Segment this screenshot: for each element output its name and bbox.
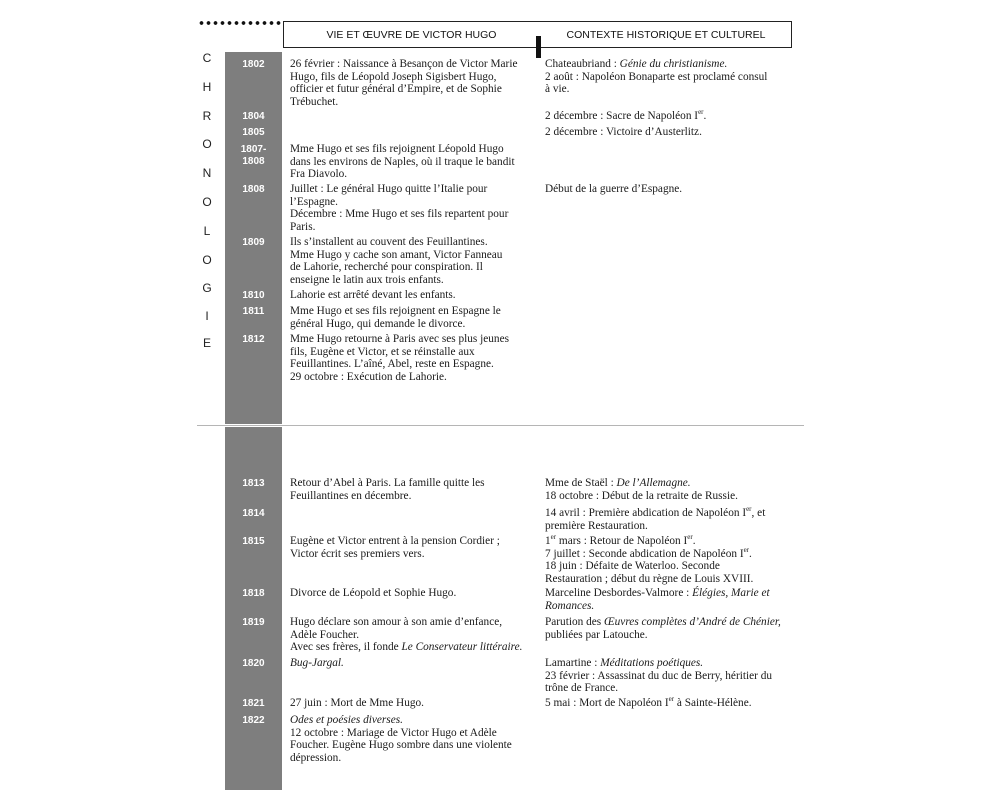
entry-line — [290, 143, 538, 156]
entry-line — [545, 587, 795, 600]
entry-text: Avec ses frères, il fonde — [290, 641, 402, 653]
entry-line — [290, 318, 538, 331]
year-text: 1807- — [240, 144, 267, 155]
side-title-letter: G — [202, 281, 212, 295]
italic-title-text: Romances. — [545, 599, 595, 612]
entry-text: Adèle Foucher. — [290, 628, 360, 641]
context-entry — [545, 616, 795, 641]
entry-line — [290, 616, 538, 629]
year-label — [225, 334, 282, 346]
entry-text: . — [692, 535, 696, 547]
entry-line — [290, 697, 538, 710]
entry-line — [290, 71, 538, 84]
entry-line — [290, 96, 538, 109]
year-text: 1813 — [242, 478, 265, 489]
year-text: 1819 — [242, 617, 265, 628]
entry-text: mars : Retour de Napoléon I — [556, 535, 688, 547]
entry-text: Hugo, fils de Léopold Joseph Sigisbert Hugo, — [290, 70, 497, 83]
year-label — [225, 306, 282, 318]
year-label — [225, 588, 282, 600]
entry-text: Mme Hugo y cache son amant, Victor Fanneau — [290, 248, 503, 261]
entry-text: 26 février : Naissance à Besançon de Victor Marie — [290, 58, 518, 70]
side-title-letter: H — [202, 80, 212, 94]
entry-line — [290, 156, 538, 169]
entry-text: à vie. — [545, 83, 570, 95]
dotted-rule — [198, 20, 282, 26]
life-work-entry — [290, 657, 538, 670]
entry-line — [290, 739, 538, 752]
context-entry — [545, 507, 795, 532]
superscript-text: er — [668, 695, 675, 704]
entry-text: Lamartine : — [545, 657, 601, 669]
life-work-entry — [290, 587, 538, 600]
context-entry — [545, 110, 795, 123]
context-entry — [545, 126, 795, 139]
entry-line — [545, 545, 795, 561]
entry-line — [290, 548, 538, 561]
entry-line — [290, 196, 538, 209]
page-break-rule — [197, 425, 804, 426]
life-work-entry — [290, 236, 538, 286]
year-text: 1811 — [242, 306, 265, 317]
entry-line — [290, 168, 538, 181]
entry-line — [545, 670, 795, 683]
side-title-letter: N — [202, 166, 212, 180]
year-text: 1808 — [242, 156, 265, 167]
year-text: 1814 — [242, 508, 265, 519]
entry-line — [290, 289, 538, 302]
entry-text: l’Espagne. — [290, 195, 338, 208]
entry-text: Feuillantines. L’aîné, Abel, reste en Espagne. — [290, 358, 494, 370]
entry-text: 23 février : Assassinat du duc de Berry, héritier du — [545, 669, 773, 682]
year-label — [225, 698, 282, 710]
side-title-letter: R — [202, 109, 212, 123]
entry-text: première Restauration. — [545, 519, 648, 532]
entry-text: . — [703, 110, 707, 122]
entry-text: Mme de Staël : — [545, 477, 617, 489]
context-entry — [545, 477, 795, 502]
context-entry — [545, 697, 795, 710]
superscript-text: er — [698, 108, 704, 117]
side-title-letter: O — [202, 195, 212, 209]
year-label — [225, 127, 282, 139]
side-title-letter: O — [202, 253, 212, 267]
life-work-entry — [290, 333, 538, 383]
entry-text: 2 août : Napoléon Bonaparte est proclamé consul — [545, 70, 768, 83]
year-label — [225, 536, 282, 548]
year-text: 1808 — [242, 184, 265, 195]
italic-title-text: Bug-Jargal. — [290, 657, 344, 669]
context-entry — [545, 183, 795, 196]
entry-text: Juillet : Le général Hugo quitte l’Italie pour — [290, 183, 488, 195]
entry-line — [290, 641, 538, 654]
italic-title-text: Génie du christianisme. — [619, 58, 728, 70]
year-label — [225, 658, 282, 670]
year-text: 1820 — [242, 658, 265, 669]
entry-text: Parution des — [545, 616, 604, 628]
entry-line — [290, 629, 538, 642]
year-label — [225, 144, 282, 168]
entry-line — [545, 83, 795, 96]
entry-line — [290, 183, 538, 196]
header-divider-mark — [536, 36, 541, 58]
entry-text: publiées par Latouche. — [545, 628, 648, 641]
life-work-entry — [290, 477, 538, 502]
year-text: 1804 — [242, 111, 265, 122]
entry-text: Début de la guerre d’Espagne. — [545, 183, 683, 195]
entry-line — [545, 71, 795, 84]
entry-line — [545, 629, 795, 642]
entry-text: Feuillantines en décembre. — [290, 489, 412, 502]
entry-line — [290, 83, 538, 96]
entry-text: Décembre : Mme Hugo et ses fils repartent pour — [290, 208, 509, 220]
entry-line — [545, 697, 795, 710]
life-work-entry — [290, 616, 538, 654]
year-text: 1809 — [242, 237, 265, 248]
year-text: 1802 — [242, 59, 265, 70]
entry-line — [290, 58, 538, 71]
entry-line — [545, 507, 795, 520]
entry-text: 18 octobre : Début de la retraite de Russie. — [545, 489, 738, 502]
entry-text: Chateaubriand : — [545, 58, 620, 70]
entry-text: Fra Diavolo. — [290, 168, 348, 180]
year-label — [225, 715, 282, 727]
context-entry — [545, 535, 795, 585]
entry-text: enseigne le latin aux trois enfants. — [290, 273, 444, 286]
entry-line — [545, 657, 795, 670]
italic-title-text: Méditations poétiques. — [600, 657, 704, 669]
entry-text: 18 juin : Défaite de Waterloo. Seconde — [545, 560, 720, 572]
entry-line — [290, 346, 538, 359]
entry-line — [290, 657, 538, 670]
entry-line — [545, 490, 795, 503]
entry-line — [290, 236, 538, 249]
italic-title-text: Œuvres complètes d’André de Chénier, — [604, 616, 781, 628]
year-label — [225, 184, 282, 196]
entry-text: , et — [751, 507, 766, 519]
entry-text: Divorce de Léopold et Sophie Hugo. — [290, 587, 457, 599]
context-entry — [545, 58, 795, 96]
entry-text: trône de France. — [545, 682, 619, 694]
entry-text: fils, Eugène et Victor, et se réinstalle aux — [290, 345, 475, 358]
italic-title-text: Élégies, Marie et — [692, 587, 770, 599]
context-entry — [545, 587, 795, 612]
entry-line — [290, 358, 538, 371]
life-work-entry — [290, 535, 538, 560]
superscript-text: er — [687, 533, 693, 542]
entry-line — [545, 126, 795, 139]
entry-line — [290, 490, 538, 503]
entry-text: officier et futur général d’Empire, et de Sophie — [290, 83, 502, 95]
entry-text: dépression. — [290, 751, 342, 764]
entry-line — [290, 221, 538, 234]
superscript-text: er — [743, 545, 750, 554]
entry-text: de Lahorie, recherché pour conspiration. Il — [290, 261, 483, 273]
life-work-entry — [290, 183, 538, 233]
entry-line — [545, 600, 795, 613]
superscript-text: er — [550, 533, 557, 542]
entry-text: Ils s’installent au couvent des Feuillantines. — [290, 236, 488, 248]
life-work-entry — [290, 289, 538, 302]
entry-line — [290, 535, 538, 548]
side-title-letter: E — [202, 336, 211, 350]
year-label — [225, 59, 282, 71]
italic-title-text: De l’Allemagne. — [616, 477, 691, 489]
life-work-entry — [290, 143, 538, 181]
right-column-title: CONTEXTE HISTORIQUE ET CULTUREL — [566, 28, 766, 41]
entry-text: général Hugo, qui demande le divorce. — [290, 317, 466, 330]
year-text: 1818 — [242, 588, 265, 599]
entry-text: Mme Hugo et ses fils rejoignent en Espagne le — [290, 305, 501, 317]
year-label — [225, 111, 282, 123]
year-label — [225, 617, 282, 629]
context-entry — [545, 657, 795, 695]
entry-text: Marceline Desbordes-Valmore : — [545, 587, 693, 599]
entry-line — [290, 249, 538, 262]
side-title-letter: C — [202, 51, 212, 65]
entry-text: Paris. — [290, 220, 316, 233]
year-text: 1805 — [242, 127, 265, 138]
entry-line — [545, 183, 795, 196]
entry-line — [290, 305, 538, 318]
entry-text: Eugène et Victor entrent à la pension Cordier ; — [290, 535, 500, 547]
entry-text: 12 octobre : Mariage de Victor Hugo et Adèle — [290, 726, 497, 739]
entry-line — [545, 520, 795, 533]
entry-line — [290, 587, 538, 600]
entry-line — [545, 682, 795, 695]
entry-text: Lahorie est arrêté devant les enfants. — [290, 289, 456, 301]
entry-line — [545, 58, 795, 71]
entry-text: 5 mai : Mort de Napoléon I — [545, 697, 669, 709]
entry-line — [290, 477, 538, 490]
year-label — [225, 237, 282, 249]
entry-text: à Sainte-Hélène. — [674, 697, 752, 709]
entry-text: Victor écrit ses premiers vers. — [290, 547, 425, 560]
entry-text: Foucher. Eugène Hugo sombre dans une violente — [290, 739, 512, 751]
year-text: 1812 — [242, 334, 265, 345]
year-text: 1810 — [242, 290, 265, 301]
entry-text: Mme Hugo et ses fils rejoignent Léopold Hugo — [290, 143, 504, 155]
entry-line — [545, 616, 795, 629]
entry-line — [545, 560, 795, 573]
entry-line — [290, 727, 538, 740]
entry-line — [545, 573, 795, 586]
entry-line — [545, 110, 795, 123]
entry-text: dans les environs de Naples, où il traque le bandit — [290, 155, 515, 168]
entry-text: Trébuchet. — [290, 95, 339, 108]
side-title-letter: I — [205, 309, 209, 323]
entry-text: 2 décembre : Sacre de Napoléon I — [545, 110, 699, 122]
entry-text: 7 juillet : Seconde abdication de Napoléon I — [545, 547, 744, 560]
life-work-entry — [290, 714, 538, 764]
year-label — [225, 478, 282, 490]
life-work-entry — [290, 305, 538, 330]
entry-text: 14 avril : Première abdication de Napoléon I — [545, 507, 747, 519]
entry-line — [545, 535, 795, 548]
entry-text: Hugo déclare son amour à son amie d’enfance, — [290, 616, 503, 628]
side-title-letter: O — [202, 137, 212, 151]
entry-line — [290, 752, 538, 765]
entry-text: 2 décembre : Victoire d’Austerlitz. — [545, 126, 702, 138]
entry-line — [290, 333, 538, 346]
italic-title-text: Odes et poésies diverses. — [290, 714, 403, 726]
year-text: 1821 — [242, 698, 265, 709]
entry-line — [290, 261, 538, 274]
entry-line — [290, 208, 538, 221]
life-work-entry — [290, 697, 538, 710]
year-text: 1822 — [242, 715, 265, 726]
entry-line — [290, 274, 538, 287]
side-title-letter: L — [203, 224, 211, 238]
year-label — [225, 508, 282, 520]
year-label — [225, 290, 282, 302]
left-column-title: VIE ET ŒUVRE DE VICTOR HUGO — [326, 28, 497, 41]
entry-text: Mme Hugo retourne à Paris avec ses plus jeunes — [290, 333, 509, 345]
entry-text: . — [749, 547, 752, 560]
entry-line — [290, 714, 538, 727]
entry-text: 27 juin : Mort de Mme Hugo. — [290, 697, 424, 709]
italic-title-text: Le Conservateur littéraire. — [401, 641, 523, 653]
entry-text: 1 — [545, 535, 551, 547]
entry-text: Retour d’Abel à Paris. La famille quitte les — [290, 477, 485, 489]
year-text: 1815 — [242, 536, 265, 547]
entry-line — [290, 371, 538, 384]
superscript-text: er — [746, 505, 752, 514]
entry-text: Restauration ; début du règne de Louis XVIII. — [545, 572, 754, 585]
entry-text: 29 octobre : Exécution de Lahorie. — [290, 370, 447, 383]
life-work-entry — [290, 58, 538, 108]
entry-line — [545, 477, 795, 490]
